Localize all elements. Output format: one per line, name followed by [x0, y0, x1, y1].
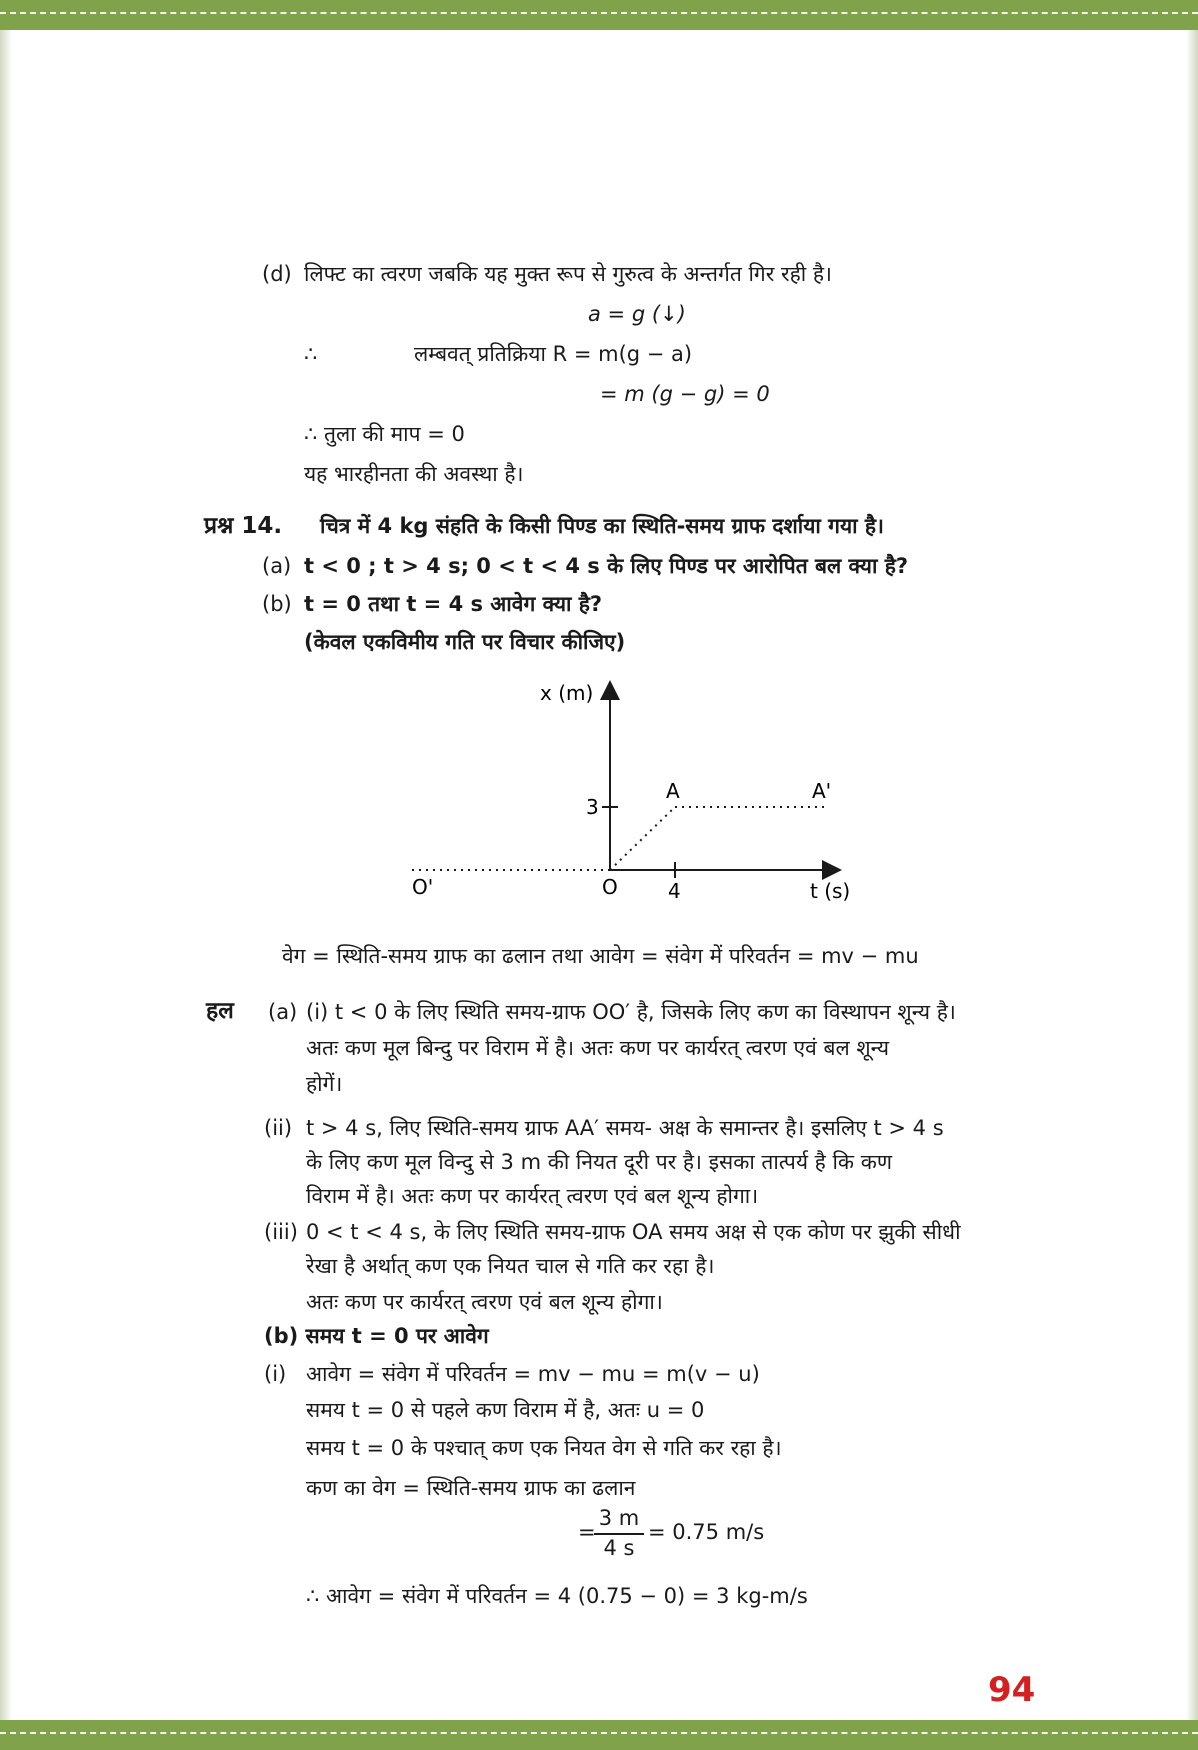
- equation-a-equals-g: a = g (↓): [588, 302, 686, 326]
- solution-a-ii-line3: विराम में है। अतः कण पर कार्यरत् त्वरण एवं बल शून्य होगा।: [306, 1184, 759, 1208]
- page-number: 94: [988, 1670, 1036, 1710]
- point-a-label: A: [666, 779, 680, 803]
- solution-a-ii-line1: t > 4 s, लिए स्थिति-समय ग्राफ AA′ समय- अक्ष के समान्तर है। इसलिए t > 4 s: [306, 1116, 944, 1140]
- solution-a-iii-line2: रेखा है अर्थात् कण एक नियत चाल से गति कर रहा है।: [306, 1254, 715, 1278]
- solution-a-iii-line3: अतः कण पर कार्यरत् त्वरण एवं बल शून्य होगा।: [306, 1290, 663, 1314]
- question-part-a-text: t < 0 ; t > 4 s; 0 < t < 4 s के लिए पिण्ड पर आरोपित बल क्या है?: [304, 554, 909, 578]
- fraction-equals-sign: =: [578, 1520, 596, 1544]
- solution-a-iii-label: (iii): [264, 1220, 298, 1244]
- page-border-top: [0, 0, 1198, 30]
- fraction-numerator: 3 m: [598, 1506, 640, 1530]
- solution-b-i-line4: कण का वेग = स्थिति-समय ग्राफ का ढलान: [306, 1476, 636, 1500]
- page-border-bottom: [0, 1720, 1198, 1750]
- solution-label: हल: [206, 998, 234, 1024]
- solution-a-i-line3: होगें।: [306, 1072, 343, 1096]
- solution-a-ii-label: (ii): [264, 1116, 293, 1140]
- page-border-right: [1186, 30, 1198, 1720]
- y-axis-label: x (m): [540, 681, 594, 705]
- solution-a-iii-line1: 0 < t < 4 s, के लिए स्थिति समय-ग्राफ OA समय अक्ष से एक कोण पर झुकी सीधी: [306, 1220, 961, 1244]
- solution-part-a-label: (a): [268, 1000, 298, 1024]
- position-time-graph: [400, 680, 870, 910]
- solution-a-ii-line2: के लिए कण मूल विन्दु से 3 m की नियत दूरी पर है। इसका तात्पर्य है कि कण: [306, 1150, 893, 1174]
- weightlessness-note: यह भारहीनता की अवस्था है।: [304, 462, 524, 486]
- velocity-fraction: [594, 1506, 644, 1566]
- fraction-bar: [594, 1533, 644, 1535]
- scale-reading: ∴ तुला की माप = 0: [304, 422, 465, 446]
- solution-b-i-line2: समय t = 0 से पहले कण विराम में है, अतः u = 0: [306, 1398, 705, 1422]
- solution-a-i-line2: अतः कण मूल बिन्दु पर विराम में है। अतः कण पर कार्यरत् त्वरण एवं बल शून्य: [306, 1036, 890, 1060]
- y-tick-label: 3: [586, 795, 599, 819]
- equation-normal-reaction: लम्बवत् प्रतिक्रिया R = m(g − a): [414, 342, 693, 366]
- velocity-result: = 0.75 m/s: [648, 1520, 765, 1544]
- part-d-label: (d): [262, 262, 292, 286]
- velocity-impulse-formula: वेग = स्थिति-समय ग्राफ का ढलान तथा आवेग = संवेग में परिवर्तन = mv − mu: [282, 944, 919, 968]
- solution-b-i-line3: समय t = 0 के पश्चात् कण एक नियत वेग से गति कर रहा है।: [306, 1436, 782, 1460]
- page-border-left: [0, 30, 12, 1720]
- question-part-b-text: t = 0 तथा t = 4 s आवेग क्या है?: [304, 592, 603, 616]
- question-part-b-label: (b): [262, 592, 292, 616]
- question-14-text: चित्र में 4 kg संहति के किसी पिण्ड का स्थिति-समय ग्राफ दर्शाया गया है।: [320, 514, 884, 538]
- question-14-label: प्रश्न 14.: [204, 513, 283, 539]
- segment-o-a: [610, 807, 675, 870]
- point-a-prime-label: A': [812, 779, 832, 803]
- solution-b-i-line1: आवेग = संवेग में परिवर्तन = mv − mu = m(v − u): [306, 1362, 760, 1386]
- solution-part-b-heading: (b) समय t = 0 पर आवेग: [264, 1324, 489, 1348]
- impulse-final-result: ∴ आवेग = संवेग में परिवर्तन = 4 (0.75 − 0) = 3 kg-m/s: [306, 1584, 808, 1608]
- graph-svg: [400, 680, 870, 910]
- equation-normal-reaction-zero: = m (g − g) = 0: [600, 382, 770, 406]
- fraction-denominator: 4 s: [603, 1536, 635, 1560]
- o-prime-label: O': [412, 875, 434, 899]
- x-tick-label: 4: [668, 879, 681, 903]
- solution-a-i-line1: (i) t < 0 के लिए स्थिति समय-ग्राफ OO′ है, जिसके लिए कण का विस्थापन शून्य है।: [306, 1000, 956, 1024]
- origin-label: O: [602, 875, 618, 899]
- x-axis-label: t (s): [810, 879, 851, 903]
- part-d-text: लिफ्ट का त्वरण जबकि यह मुक्त रूप से गुरुत्व के अन्तर्गत गिर रही है।: [304, 262, 832, 286]
- therefore-symbol: ∴: [304, 342, 318, 366]
- question-note: (केवल एकविमीय गति पर विचार कीजिए): [304, 630, 626, 654]
- question-part-a-label: (a): [262, 554, 292, 578]
- solution-b-i-label: (i): [264, 1362, 287, 1386]
